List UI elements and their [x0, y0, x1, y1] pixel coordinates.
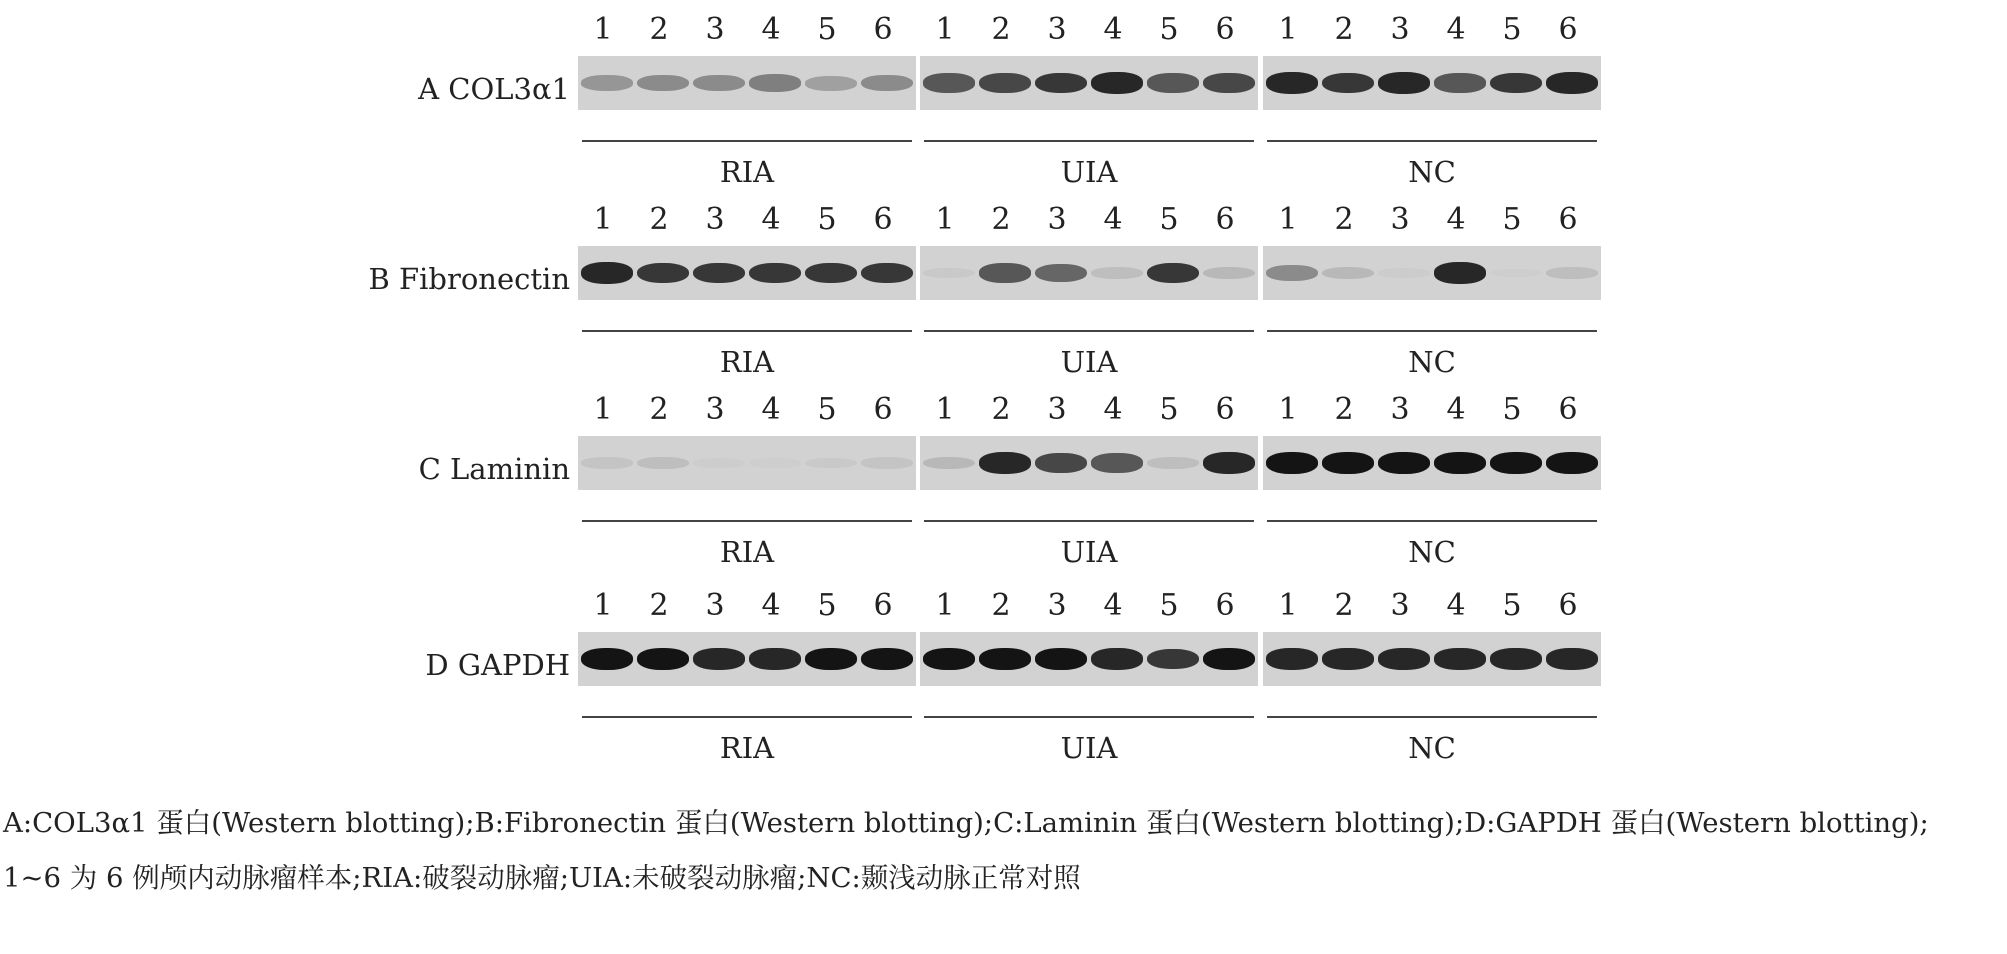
- lane-number: 6: [1215, 12, 1235, 47]
- protein-band: [923, 457, 975, 470]
- protein-band: [693, 263, 745, 284]
- protein-band: [637, 263, 689, 284]
- protein-band: [693, 458, 745, 467]
- lane-number: 1: [593, 588, 613, 623]
- lane-number: 6: [873, 392, 893, 427]
- lane-number: 3: [1390, 392, 1410, 427]
- gel-segment-nc: [1263, 246, 1601, 300]
- panel-label: A COL3α1: [418, 72, 570, 106]
- lane-number: 4: [1103, 202, 1123, 237]
- gel-segment-nc: [1263, 632, 1601, 686]
- group-label-nc: NC: [1408, 155, 1456, 189]
- figure-caption-line-1: A:COL3α1 蛋白(Western blotting);B:Fibronectin 蛋白(Western blotting);C:Laminin 蛋白(Western blotting);D:GAPDH 蛋白(Western blotting);: [3, 807, 1929, 839]
- panel-label: C Laminin: [418, 452, 570, 486]
- lane-number: 2: [991, 12, 1011, 47]
- lane-number: 1: [935, 202, 955, 237]
- protein-band: [637, 75, 689, 91]
- group-underline: [924, 716, 1254, 718]
- lane-number: 5: [1159, 392, 1179, 427]
- blot-panel-b: [0, 202, 2007, 387]
- lane-number: 1: [1278, 12, 1298, 47]
- lane-number: 2: [649, 392, 669, 427]
- protein-band: [805, 76, 857, 91]
- group-label-uia: UIA: [1060, 535, 1118, 569]
- lane-number: 2: [1334, 12, 1354, 47]
- protein-band: [1546, 267, 1598, 279]
- lane-number: 3: [1047, 588, 1067, 623]
- group-underline: [582, 330, 912, 332]
- protein-band: [581, 457, 633, 469]
- lane-number: 4: [1103, 392, 1123, 427]
- lane-number: 3: [1390, 12, 1410, 47]
- protein-band: [1378, 648, 1430, 669]
- protein-band: [749, 458, 801, 467]
- gel-segment-uia: [920, 246, 1258, 300]
- protein-band: [1035, 648, 1087, 670]
- lane-number: 4: [761, 392, 781, 427]
- lane-number: 6: [1558, 12, 1578, 47]
- blot-panel-a: [0, 12, 2007, 197]
- protein-band: [979, 73, 1031, 93]
- blot-panel-d: [0, 588, 2007, 773]
- protein-band: [1490, 73, 1542, 94]
- panel-label: B Fibronectin: [368, 262, 570, 296]
- protein-band: [581, 75, 633, 91]
- protein-band: [1035, 73, 1087, 94]
- protein-band: [979, 263, 1031, 282]
- protein-band: [1091, 453, 1143, 472]
- protein-band: [1490, 269, 1542, 278]
- protein-band: [1147, 457, 1199, 469]
- protein-band: [1378, 268, 1430, 278]
- lane-number: 5: [1502, 588, 1522, 623]
- protein-band: [1322, 452, 1374, 474]
- group-underline: [582, 140, 912, 142]
- gel-segment-nc: [1263, 56, 1601, 110]
- protein-band: [979, 452, 1031, 473]
- lane-number: 6: [873, 202, 893, 237]
- protein-band: [861, 75, 913, 91]
- protein-band: [1266, 648, 1318, 669]
- protein-band: [1266, 265, 1318, 281]
- lane-number: 3: [705, 12, 725, 47]
- protein-band: [1490, 648, 1542, 669]
- lane-number: 6: [1215, 392, 1235, 427]
- lane-number: 4: [1446, 392, 1466, 427]
- protein-band: [637, 457, 689, 469]
- protein-band: [749, 263, 801, 284]
- lane-number: 3: [1047, 202, 1067, 237]
- protein-band: [1147, 649, 1199, 670]
- group-underline: [1267, 716, 1597, 718]
- protein-band: [1147, 73, 1199, 92]
- gel-segment-ria: [578, 632, 916, 686]
- lane-number: 6: [873, 12, 893, 47]
- group-underline: [1267, 140, 1597, 142]
- group-underline: [582, 716, 912, 718]
- protein-band: [1434, 73, 1486, 92]
- lane-number: 3: [1047, 392, 1067, 427]
- lane-number: 4: [1446, 202, 1466, 237]
- lane-number: 1: [935, 392, 955, 427]
- protein-band: [1546, 648, 1598, 669]
- protein-band: [693, 648, 745, 669]
- lane-number: 4: [761, 202, 781, 237]
- lane-number: 5: [1502, 12, 1522, 47]
- protein-band: [1266, 72, 1318, 93]
- gel-segment-ria: [578, 56, 916, 110]
- protein-band: [1434, 452, 1486, 474]
- protein-band: [861, 457, 913, 469]
- group-underline: [924, 330, 1254, 332]
- lane-number: 3: [705, 392, 725, 427]
- group-underline: [924, 520, 1254, 522]
- gel-segment-uia: [920, 56, 1258, 110]
- protein-band: [923, 268, 975, 279]
- protein-band: [1434, 648, 1486, 669]
- protein-band: [581, 648, 633, 670]
- lane-number: 5: [1159, 588, 1179, 623]
- lane-number: 3: [1390, 202, 1410, 237]
- lane-number: 3: [1047, 12, 1067, 47]
- lane-number: 4: [1446, 12, 1466, 47]
- group-underline: [924, 140, 1254, 142]
- protein-band: [749, 74, 801, 91]
- group-underline: [582, 520, 912, 522]
- lane-number: 1: [1278, 392, 1298, 427]
- lane-number: 4: [761, 12, 781, 47]
- protein-band: [637, 648, 689, 670]
- lane-number: 6: [1215, 202, 1235, 237]
- protein-band: [749, 648, 801, 669]
- protein-band: [1490, 452, 1542, 474]
- protein-band: [1378, 72, 1430, 93]
- protein-band: [1203, 267, 1255, 280]
- lane-number: 2: [991, 202, 1011, 237]
- protein-band: [1203, 648, 1255, 670]
- lane-number: 2: [991, 392, 1011, 427]
- lane-number: 1: [593, 12, 613, 47]
- lane-number: 5: [1502, 202, 1522, 237]
- lane-number: 4: [1446, 588, 1466, 623]
- gel-segment-ria: [578, 436, 916, 490]
- lane-number: 1: [593, 392, 613, 427]
- protein-band: [1203, 73, 1255, 93]
- lane-number: 2: [1334, 202, 1354, 237]
- group-underline: [1267, 520, 1597, 522]
- protein-band: [1091, 267, 1143, 279]
- protein-band: [923, 648, 975, 670]
- lane-number: 5: [1159, 12, 1179, 47]
- protein-band: [805, 458, 857, 469]
- group-label-nc: NC: [1408, 731, 1456, 765]
- lane-number: 4: [1103, 12, 1123, 47]
- lane-number: 2: [649, 12, 669, 47]
- lane-number: 2: [1334, 392, 1354, 427]
- protein-band: [1322, 648, 1374, 669]
- group-label-ria: RIA: [719, 345, 775, 379]
- protein-band: [1546, 452, 1598, 474]
- lane-number: 1: [1278, 588, 1298, 623]
- protein-band: [861, 648, 913, 670]
- gel-segment-uia: [920, 632, 1258, 686]
- protein-band: [805, 263, 857, 284]
- protein-band: [1434, 262, 1486, 283]
- protein-band: [1203, 452, 1255, 473]
- protein-band: [693, 75, 745, 91]
- protein-band: [1546, 72, 1598, 93]
- group-label-ria: RIA: [719, 155, 775, 189]
- protein-band: [861, 263, 913, 284]
- lane-number: 4: [761, 588, 781, 623]
- group-label-uia: UIA: [1060, 731, 1118, 765]
- lane-number: 1: [1278, 202, 1298, 237]
- protein-band: [1266, 452, 1318, 474]
- group-label-uia: UIA: [1060, 155, 1118, 189]
- group-label-ria: RIA: [719, 731, 775, 765]
- lane-number: 5: [817, 392, 837, 427]
- lane-number: 5: [1159, 202, 1179, 237]
- lane-number: 6: [1558, 202, 1578, 237]
- lane-number: 1: [593, 202, 613, 237]
- lane-number: 3: [1390, 588, 1410, 623]
- protein-band: [1091, 648, 1143, 669]
- group-label-ria: RIA: [719, 535, 775, 569]
- lane-number: 5: [817, 202, 837, 237]
- lane-number: 2: [991, 588, 1011, 623]
- protein-band: [581, 262, 633, 283]
- figure-caption-line-2: 1~6 为 6 例颅内动脉瘤样本;RIA:破裂动脉瘤;UIA:未破裂动脉瘤;NC:颞浅动脉正常对照: [3, 862, 1081, 894]
- protein-band: [923, 73, 975, 92]
- lane-number: 2: [1334, 588, 1354, 623]
- lane-number: 1: [935, 588, 955, 623]
- protein-band: [1035, 264, 1087, 283]
- gel-segment-nc: [1263, 436, 1601, 490]
- lane-number: 2: [649, 588, 669, 623]
- protein-band: [1035, 453, 1087, 473]
- lane-number: 6: [1558, 392, 1578, 427]
- gel-segment-ria: [578, 246, 916, 300]
- protein-band: [1147, 263, 1199, 284]
- blot-panel-c: [0, 392, 2007, 577]
- protein-band: [1322, 267, 1374, 280]
- protein-band: [979, 648, 1031, 670]
- panel-label: D GAPDH: [425, 648, 570, 682]
- protein-band: [805, 648, 857, 670]
- lane-number: 2: [649, 202, 669, 237]
- lane-number: 6: [1215, 588, 1235, 623]
- protein-band: [1091, 72, 1143, 93]
- lane-number: 6: [873, 588, 893, 623]
- gel-segment-uia: [920, 436, 1258, 490]
- group-label-uia: UIA: [1060, 345, 1118, 379]
- protein-band: [1378, 452, 1430, 474]
- lane-number: 6: [1558, 588, 1578, 623]
- group-underline: [1267, 330, 1597, 332]
- lane-number: 3: [705, 588, 725, 623]
- lane-number: 1: [935, 12, 955, 47]
- protein-band: [1322, 73, 1374, 94]
- lane-number: 5: [817, 12, 837, 47]
- group-label-nc: NC: [1408, 345, 1456, 379]
- group-label-nc: NC: [1408, 535, 1456, 569]
- lane-number: 5: [817, 588, 837, 623]
- lane-number: 5: [1502, 392, 1522, 427]
- lane-number: 3: [705, 202, 725, 237]
- lane-number: 4: [1103, 588, 1123, 623]
